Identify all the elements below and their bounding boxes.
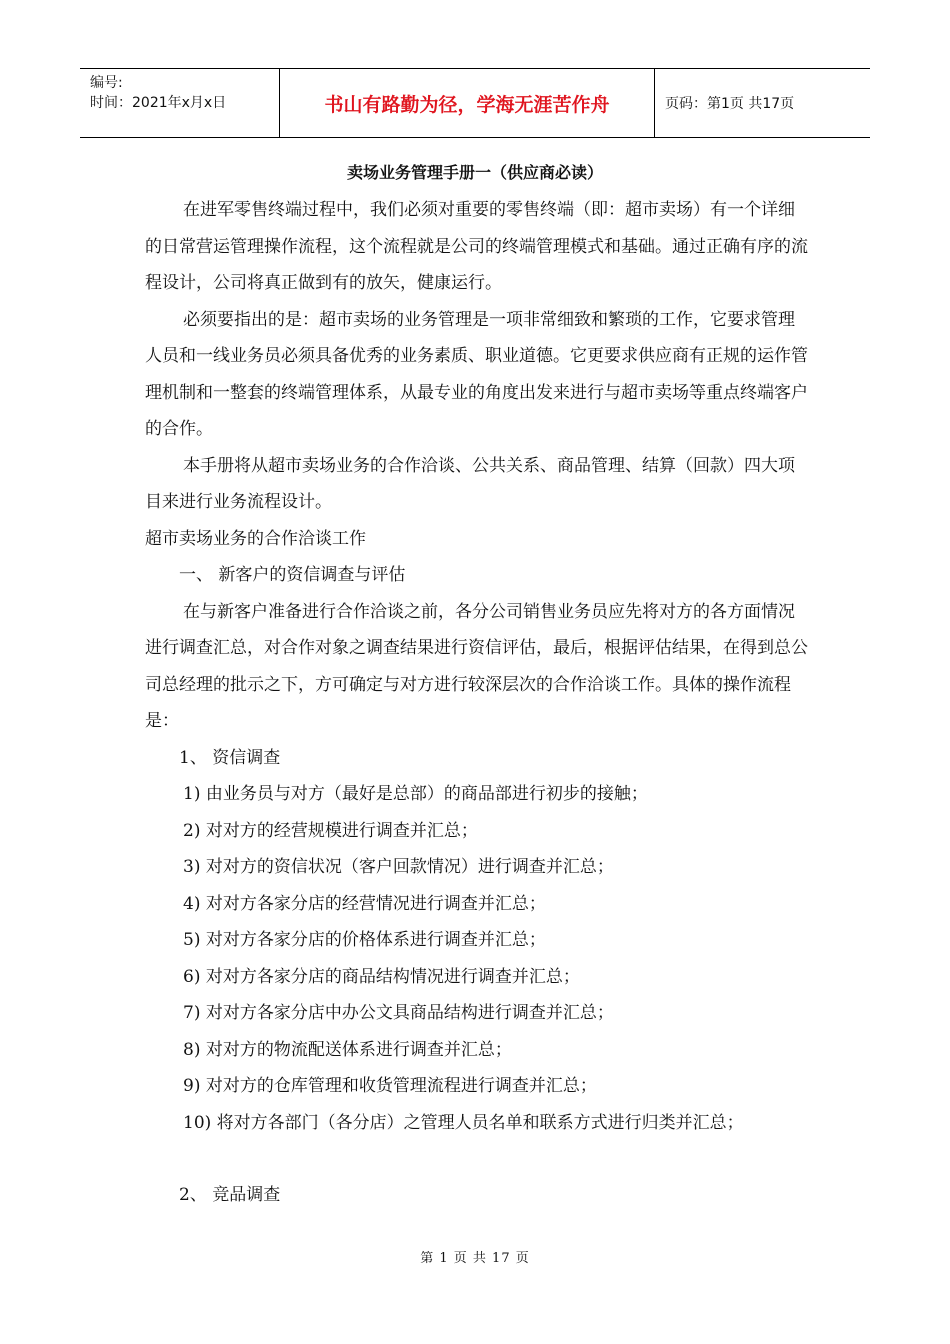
list-item: 10) 将对方各部门（各分店）之管理人员名单和联系方式进行归类并汇总； xyxy=(183,1112,744,1133)
list-item: 4) 对对方各家分店的经营情况进行调查并汇总； xyxy=(183,893,546,914)
page-header xyxy=(80,68,870,138)
list-item: 8) 对对方的物流配送体系进行调查并汇总； xyxy=(183,1039,512,1060)
paragraph-emphasis: 必须要指出的是：超市卖场的业务管理是一项非常细致和繁琐的工作，它要求管理人员和一线业务员必须具备优秀的业务素质、职业道德。它更要求供应商有正规的运作管理机制和一整套的终端管理体系，从最专业的角度出发来进行与超市卖场等重点终端客户的合作。 xyxy=(145,309,808,439)
header-page-code: 页码：第1页 共17页 xyxy=(665,96,795,112)
item-heading-credit-survey: 1、 资信调查 xyxy=(179,747,281,768)
paragraph-procedure: 在与新客户准备进行合作洽谈之前，各分公司销售业务员应先将对方的各方面情况进行调查汇总，对合作对象之调查结果进行资信评估，最后，根据评估结果，在得到总公司总经理的批示之下，方可确定与对方进行较深层次的合作洽谈工作。具体的操作流程是： xyxy=(145,601,808,731)
section-heading: 超市卖场业务的合作洽谈工作 xyxy=(145,528,366,549)
page-footer: 第 1 页 共 17 页 xyxy=(420,1251,530,1266)
sub-heading: 一、 新客户的资信调查与评估 xyxy=(179,565,406,585)
item-heading-competitor-survey: 2、 竞品调查 xyxy=(179,1185,281,1205)
paragraph-scope: 本手册将从超市卖场业务的合作洽谈、公共关系、商品管理、结算（回款）四大项目来进行业务流程设计。 xyxy=(145,455,795,512)
header-meta xyxy=(80,69,280,137)
document-title: 卖场业务管理手册一（供应商必读） xyxy=(346,163,603,182)
header-motto: 书山有路勤为径，学海无涯苦作舟 xyxy=(280,69,655,137)
list-item: 3) 对对方的资信状况（客户回款情况）进行调查并汇总； xyxy=(183,857,614,877)
list-item: 7) 对对方各家分店中办公文具商品结构进行调查并汇总； xyxy=(183,1003,614,1023)
document-body xyxy=(145,192,810,1214)
list-item: 5) 对对方各家分店的价格体系进行调查并汇总； xyxy=(183,930,546,950)
list-item: 9) 对对方的仓库管理和收货管理流程进行调查并汇总； xyxy=(183,1076,597,1096)
paragraph-intro: 在进军零售终端过程中，我们必须对重要的零售终端（即：超市卖场）有一个详细的日常营运管理操作流程，这个流程就是公司的终端管理模式和基础。通过正确有序的流程设计，公司将真正做到有的放矢，健康运行。 xyxy=(145,200,808,293)
list-item: 1) 由业务员与对方（最好是总部）的商品部进行初步的接触； xyxy=(183,784,648,804)
spacer xyxy=(145,1141,810,1177)
list-item: 6) 对对方各家分店的商品结构情况进行调查并汇总； xyxy=(183,966,580,987)
document-time-label: 时间：2021年x月x日 xyxy=(90,95,227,111)
document-number-label: 编号: xyxy=(90,75,123,91)
list-item: 2) 对对方的经营规模进行调查并汇总； xyxy=(183,820,478,841)
